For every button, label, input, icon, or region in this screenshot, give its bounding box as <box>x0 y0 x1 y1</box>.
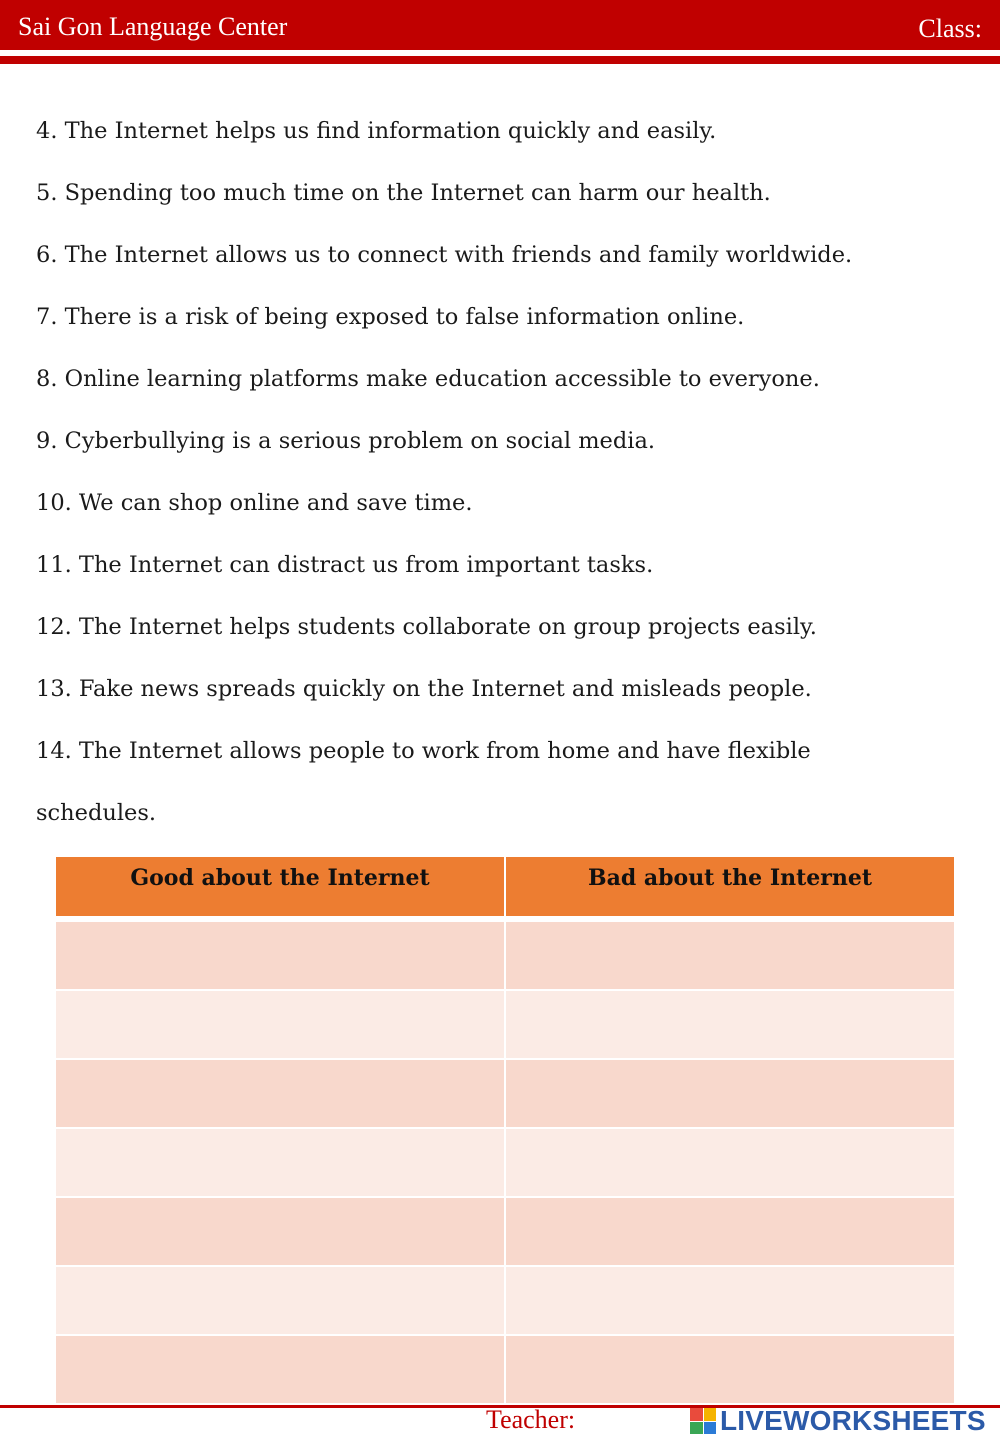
table-header-row <box>56 857 954 919</box>
bad-answer-cell[interactable] <box>505 1128 954 1197</box>
center-title: Sai Gon Language Center <box>18 12 288 41</box>
good-answer-cell[interactable] <box>56 1197 505 1266</box>
sentence-item: 9. Cyberbullying is a serious problem on social media. <box>36 428 656 454</box>
bad-answer-cell[interactable] <box>505 990 954 1059</box>
bad-answer-cell[interactable] <box>505 1266 954 1335</box>
sentence-item: 11. The Internet can distract us from important tasks. <box>36 552 654 578</box>
column-header-bad: Bad about the Internet <box>505 857 954 919</box>
good-answer-cell[interactable] <box>56 1335 505 1404</box>
good-answer-cell[interactable] <box>56 990 505 1059</box>
sentence-item: 6. The Internet allows us to connect with friends and family worldwide. <box>36 242 853 268</box>
table-row <box>56 1197 954 1266</box>
table-row <box>56 1128 954 1197</box>
good-answer-cell[interactable] <box>56 919 505 990</box>
logo-text: LIVEWORKSHEETS <box>720 1405 986 1436</box>
bad-answer-cell[interactable] <box>505 1059 954 1128</box>
sentence-list <box>36 100 966 844</box>
table-row <box>56 919 954 990</box>
teacher-label: Teacher: <box>486 1405 576 1434</box>
sentence-item: 12. The Internet helps students collaborate on group projects easily. <box>36 614 817 640</box>
table-row <box>56 1335 954 1404</box>
sorting-table <box>56 857 954 1405</box>
table-row <box>56 1059 954 1128</box>
liveworksheets-logo[interactable] <box>690 1404 986 1438</box>
bad-answer-cell[interactable] <box>505 919 954 990</box>
class-label: Class: <box>918 14 982 43</box>
bad-answer-cell[interactable] <box>505 1197 954 1266</box>
good-answer-cell[interactable] <box>56 1266 505 1335</box>
sentence-item: 13. Fake news spreads quickly on the Internet and misleads people. <box>36 676 812 702</box>
sentence-item: 8. Online learning platforms make education accessible to everyone. <box>36 366 820 392</box>
sentence-item: 7. There is a risk of being exposed to false information online. <box>36 304 745 330</box>
sentence-item: 14. The Internet allows people to work from home and have flexible schedules. <box>36 738 811 826</box>
sentence-item: 4. The Internet helps us find information quickly and easily. <box>36 118 717 144</box>
table-row <box>56 990 954 1059</box>
header-divider <box>0 56 1000 64</box>
header-bar <box>0 0 1000 50</box>
good-answer-cell[interactable] <box>56 1059 505 1128</box>
liveworksheets-logo-icon <box>690 1408 716 1434</box>
good-answer-cell[interactable] <box>56 1128 505 1197</box>
column-header-good: Good about the Internet <box>56 857 505 919</box>
table-row <box>56 1266 954 1335</box>
bad-answer-cell[interactable] <box>505 1335 954 1404</box>
sentence-item: 10. We can shop online and save time. <box>36 490 473 516</box>
sentence-item: 5. Spending too much time on the Internet can harm our health. <box>36 180 771 206</box>
